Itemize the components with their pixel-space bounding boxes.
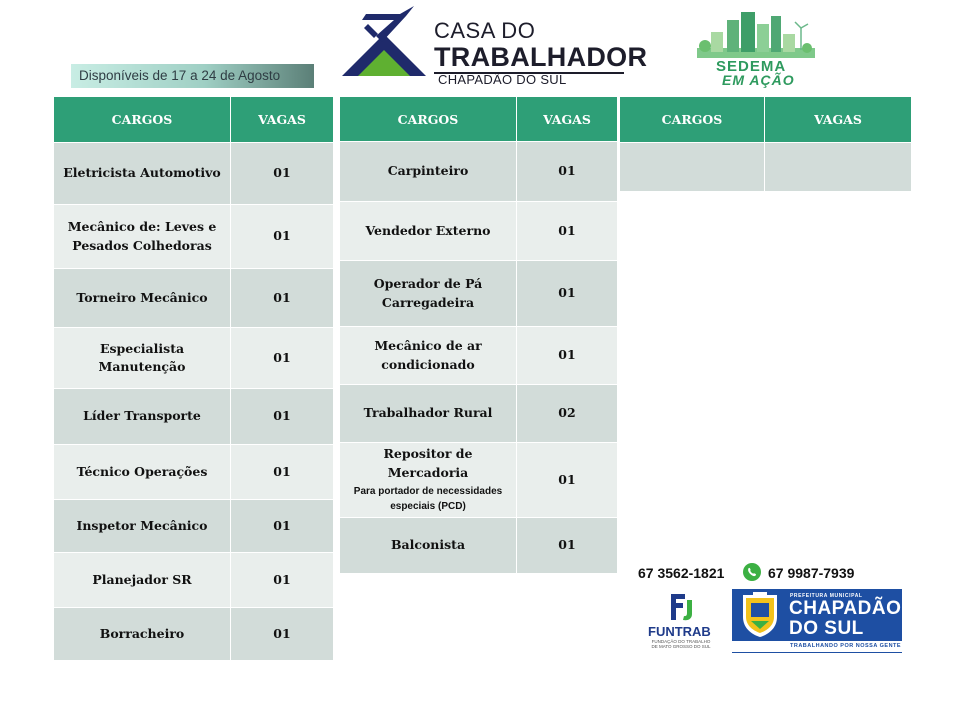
job-openings: 01 xyxy=(517,202,618,261)
table-row xyxy=(340,202,618,261)
job-title: Operador de Pá Carregadeira xyxy=(340,261,517,327)
table-row xyxy=(340,518,618,574)
logo-subtitle: CHAPADÃO DO SUL xyxy=(438,72,567,87)
jobs-table-3 xyxy=(619,96,912,192)
job-openings: 01 xyxy=(231,269,334,328)
table-row xyxy=(340,142,618,202)
casa-do-trabalhador-logo-icon xyxy=(338,6,426,78)
table-row xyxy=(54,445,334,500)
job-title-text: Repositor de Mercadoria xyxy=(383,446,473,480)
empty-cell xyxy=(620,143,765,192)
job-openings: 01 xyxy=(231,389,334,445)
job-note-pcd: Para portador de necessidades especiais (PCD) xyxy=(353,485,503,513)
prefeitura-slogan: TRABALHANDO POR NOSSA GENTE xyxy=(790,643,902,649)
job-title: Especialista Manutenção xyxy=(54,328,231,389)
table-row xyxy=(54,389,334,445)
job-title: Mecânico de: Leves e Pesados Colhedoras xyxy=(54,205,231,269)
column-header-cargos: CARGOS xyxy=(620,97,765,143)
whatsapp-icon xyxy=(742,562,762,582)
table-row xyxy=(54,205,334,269)
job-title xyxy=(340,443,517,518)
funtrab-name: FUNTRAB xyxy=(648,624,711,639)
table-row xyxy=(340,443,618,518)
job-openings: 01 xyxy=(231,553,334,608)
job-openings: 01 xyxy=(231,500,334,553)
jobs-table-2 xyxy=(339,96,618,574)
table-row xyxy=(54,608,334,661)
job-title: Inspetor Mecânico xyxy=(54,500,231,553)
logo-title-line2: TRABALHADOR xyxy=(434,42,648,72)
prefeitura-slogan-divider xyxy=(732,652,902,653)
table-row xyxy=(54,553,334,608)
whatsapp-number: 67 9987-7939 xyxy=(768,565,855,581)
job-title: Torneiro Mecânico xyxy=(54,269,231,328)
column-header-vagas: VAGAS xyxy=(517,97,618,142)
job-title: Balconista xyxy=(340,518,517,574)
job-title: Trabalhador Rural xyxy=(340,385,517,443)
job-openings: 02 xyxy=(517,385,618,443)
prefeitura-name-line1: CHAPADÃO xyxy=(789,598,902,619)
table-row xyxy=(54,328,334,389)
empty-cell xyxy=(765,143,912,192)
funtrab-subtitle: FUNDAÇÃO DO TRABALHO DE MATO GROSSO DO SUL xyxy=(651,639,711,649)
table-row xyxy=(54,143,334,205)
job-title: Mecânico de ar condicionado xyxy=(340,327,517,385)
job-title: Técnico Operações xyxy=(54,445,231,500)
job-openings: 01 xyxy=(231,328,334,389)
table-row xyxy=(340,385,618,443)
table-row xyxy=(620,143,912,192)
job-title: Vendedor Externo xyxy=(340,202,517,261)
job-openings: 01 xyxy=(517,142,618,202)
table-row xyxy=(54,500,334,553)
jobs-table-1 xyxy=(53,96,334,661)
job-title: Carpinteiro xyxy=(340,142,517,202)
column-header-vagas: VAGAS xyxy=(231,97,334,143)
city-crest-icon xyxy=(737,591,783,639)
table-row xyxy=(340,261,618,327)
job-openings: 01 xyxy=(231,205,334,269)
job-title: Planejador SR xyxy=(54,553,231,608)
job-openings: 01 xyxy=(517,518,618,574)
job-openings: 01 xyxy=(517,443,618,518)
job-openings: 01 xyxy=(517,327,618,385)
sedema-city-icon xyxy=(697,8,815,58)
job-openings: 01 xyxy=(231,445,334,500)
job-title: Borracheiro xyxy=(54,608,231,661)
table-row xyxy=(54,269,334,328)
sedema-title: SEDEMA xyxy=(716,58,787,75)
phone-number: 67 3562-1821 xyxy=(638,565,725,581)
column-header-cargos: CARGOS xyxy=(340,97,517,142)
logo-title-line1: CASA DO xyxy=(434,18,536,43)
job-title: Eletricista Automotivo xyxy=(54,143,231,205)
funtrab-logo-icon xyxy=(663,592,699,622)
job-openings: 01 xyxy=(517,261,618,327)
table-row xyxy=(340,327,618,385)
job-openings: 01 xyxy=(231,143,334,205)
availability-period-banner: Disponíveis de 17 a 24 de Agosto xyxy=(71,64,314,88)
prefeitura-name-line2: DO SUL xyxy=(789,618,864,639)
column-header-cargos: CARGOS xyxy=(54,97,231,143)
prefeitura-label: PREFEITURA MUNICIPAL xyxy=(790,593,863,599)
column-header-vagas: VAGAS xyxy=(765,97,912,143)
job-openings: 01 xyxy=(231,608,334,661)
sedema-subtitle: EM AÇÃO xyxy=(722,72,795,88)
job-title: Líder Transporte xyxy=(54,389,231,445)
